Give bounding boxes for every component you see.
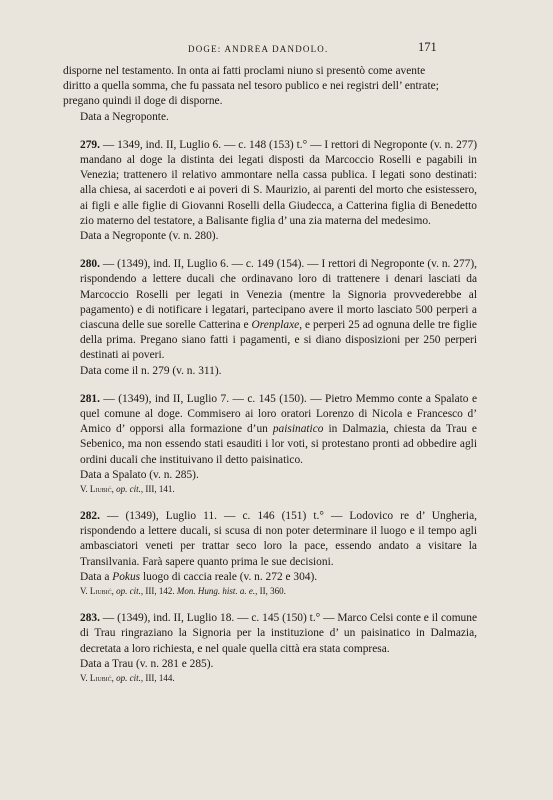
entry-text: — 1349, ind. II, Luglio 6. — c. 148 (153) t.° — I rettori di Negroponte (v. n. 277) mandano al doge la distinta dei legati disposti da Marcoccio Roselli e pagabili in Venezia; trattenero il relativo ammontare nella cassa publica. I legati sono destinati: alla chiesa, ai sacerdoti e ai poveri di S. Maurizio, ai parenti del morto che esistessero, ai figli e alle figlie di Giovanni Roselli della Giudecca, a Catterina figlia di Benedetto zio materno del testatore, a Balisante figlia d’ una zia materna del medesimo. [80, 138, 477, 227]
entry-italic-term: Orenplaxe [251, 319, 300, 332]
page-number: 171 [418, 40, 437, 54]
entry-text: — (1349), ind. II, Luglio 6. — c. 149 (154). — I rettori di Negroponte (v. n. 277), rispondendo a lettere ducali che ordinavano loro di trattenere i denari lasciati da Marcoccio Roselli per legati in Venezia (mentre la Signoria provvederebbe al pagamento) e di notificare i legatari, partecipano avere il morto lasciato 500 perperi a ciascuna delle sue sorelle Catterina e [80, 258, 477, 332]
reference-line [63, 672, 477, 685]
reference-work: op. cit. [116, 586, 141, 597]
entry-paragraph [63, 392, 477, 468]
entry-283 [63, 611, 477, 685]
text-line: diritto a quella somma, che fu passata nel tesoro publico e nei registri dell’ entrate; [63, 80, 439, 93]
entry-italic-term: paisinatico [272, 423, 324, 436]
entry-text: in Dalmazia, chiesta da Trau e Sebenico, ma non essendo stati esauditi i lor voti, si protestano pronti ad obbedire agli ordini ducali che instituivano il detto paisinatico. [80, 423, 477, 466]
entry-text: — (1349), Luglio 11. — c. 146 (151) t.° — Lodovico re d’ Ungheria, rispondendo a lettere ducali, si scusa di non poter determinare il luogo e il tempo agli ambasciatori veneti per trattar seco loro la pace, essendo andato a visitare la Transilvania. Farà sapere quanto prima le sue decisioni. [80, 510, 477, 568]
entry-number: 283. [80, 612, 100, 625]
reference-work: Mon. Hung. hist. a. e. [176, 586, 256, 597]
date-line: Data a Negroponte (v. n. 280). [80, 230, 219, 243]
date-line [63, 570, 477, 585]
date-line: Data a Spalato (v. n. 285). [80, 468, 199, 481]
reference-rest: , II, 360. [255, 586, 286, 597]
entry-number: 279. [80, 138, 100, 151]
date-line: Data come il n. 279 (v. n. 311). [80, 364, 222, 377]
date-italic-place: Pokus [112, 570, 141, 583]
entry-text: — (1349), ind. II, Luglio 18. — c. 145 (150) t.° — Marco Celsi conte e il comune di Trau ringraziano la Signoria per la instituzione d’ un paisinatico in Dalmazia, decretata a loro richiesta, e nel quale quella città era stata compresa. [80, 612, 477, 655]
date-text: Data a [80, 570, 113, 583]
entry-number: 281. [80, 392, 100, 405]
reference-author: V. Liubić, [80, 586, 114, 597]
reference-rest: , III, 142. [140, 586, 175, 597]
reference-rest: , III, 141. [140, 484, 175, 495]
carryover-paragraph [63, 64, 477, 125]
page-body [63, 64, 477, 685]
reference-work: op. cit. [116, 484, 141, 495]
entry-282 [63, 509, 477, 598]
entry-paragraph [63, 257, 477, 363]
reference-line [63, 483, 477, 496]
entry-number: 282. [80, 510, 100, 523]
date-line: Data a Negroponte. [80, 110, 169, 123]
entry-281 [63, 392, 477, 496]
date-text: luogo di caccia reale (v. n. 272 e 304). [140, 570, 318, 583]
running-head: DOGE: ANDREA DANDOLO. [188, 44, 329, 54]
entry-number: 280. [80, 258, 100, 271]
reference-author: V. Liubić, [80, 484, 114, 495]
reference-author: V. Liubić, [80, 672, 114, 683]
text-line: pregano quindi il doge di disporne. [63, 95, 223, 108]
reference-line [63, 585, 477, 598]
reference-rest: , III, 144. [140, 672, 175, 683]
page-header [0, 40, 553, 60]
reference-work: op. cit. [116, 672, 141, 683]
entry-279 [63, 138, 477, 244]
entry-280 [63, 257, 477, 379]
entry-paragraph [63, 509, 477, 570]
entry-paragraph [63, 611, 477, 657]
date-line: Data a Trau (v. n. 281 e 285). [80, 657, 214, 670]
entry-text: , e perperi 25 ad ognuna delle tre figlie della prima. Pregano siano fatti i pagamenti, e si diano disposizioni per 250 perperi destinati ai poveri. [80, 319, 477, 362]
text-line: disporne nel testamento. In onta ai fatti proclami niuno si presentò come avente [63, 65, 426, 77]
entry-paragraph [63, 138, 477, 229]
entry-text: — (1349), ind II, Luglio 7. — c. 145 (150). — Pietro Memmo conte a Spalato e quel comune al doge. Commisero ai loro oratori Lorenzo di Nicola e Francesco d’ Amico d’ opporsi alla formazione d’un [80, 392, 477, 436]
